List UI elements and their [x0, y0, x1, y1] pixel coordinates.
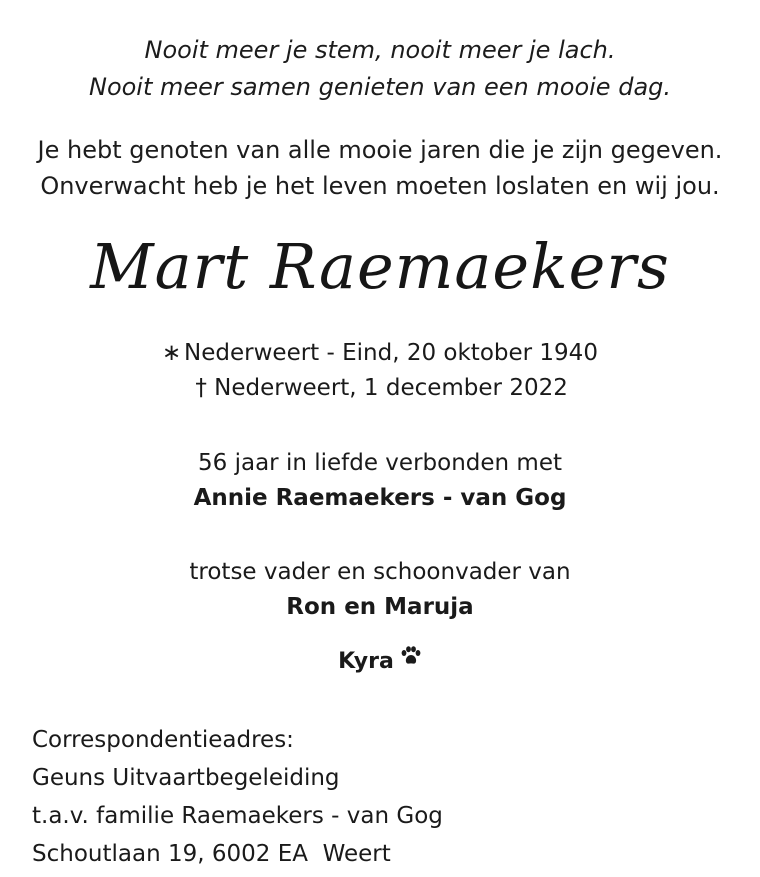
paw-print-icon: [400, 643, 422, 677]
spouse-section: [0, 446, 760, 516]
birth-text: Nederweert - Eind, 20 oktober 1940: [184, 340, 598, 366]
pet-name: Kyra: [338, 649, 394, 674]
address-line-3: Schoutlaan 19, 6002 EA Weert: [32, 841, 391, 867]
birth-line: [0, 336, 760, 371]
children-names: Ron en Maruja: [286, 594, 474, 620]
address-line-1: Geuns Uitvaartbegeleiding: [32, 765, 340, 791]
poem-line-1: Nooit meer je stem, nooit meer je lach.: [144, 36, 616, 64]
poem: [0, 32, 760, 106]
children-section: [0, 555, 760, 625]
spouse-name: Annie Raemaekers - van Gog: [193, 485, 567, 511]
death-line: [0, 371, 760, 406]
children-intro: trotse vader en schoonvader van: [189, 559, 571, 585]
spouse-intro: 56 jaar in liefde verbonden met: [198, 450, 562, 476]
death-text: Nederweert, 1 december 2022: [214, 375, 568, 401]
intro-text: [0, 132, 760, 204]
deceased-name: Mart Raemaekers: [90, 230, 670, 303]
intro-line-1: Je hebt genoten van alle mooie jaren die je zijn gegeven.: [37, 136, 723, 164]
correspondence-address: [32, 721, 443, 873]
birth-symbol: ∗: [162, 340, 182, 366]
address-label: Correspondentieadres:: [32, 727, 294, 753]
pet-section: [0, 645, 760, 679]
death-symbol: †: [195, 375, 207, 401]
life-dates: [0, 336, 760, 406]
intro-line-2: Onverwacht heb je het leven moeten loslaten en wij jou.: [40, 172, 720, 200]
poem-line-2: Nooit meer samen genieten van een mooie dag.: [88, 73, 672, 101]
address-line-2: t.a.v. familie Raemaekers - van Gog: [32, 803, 443, 829]
